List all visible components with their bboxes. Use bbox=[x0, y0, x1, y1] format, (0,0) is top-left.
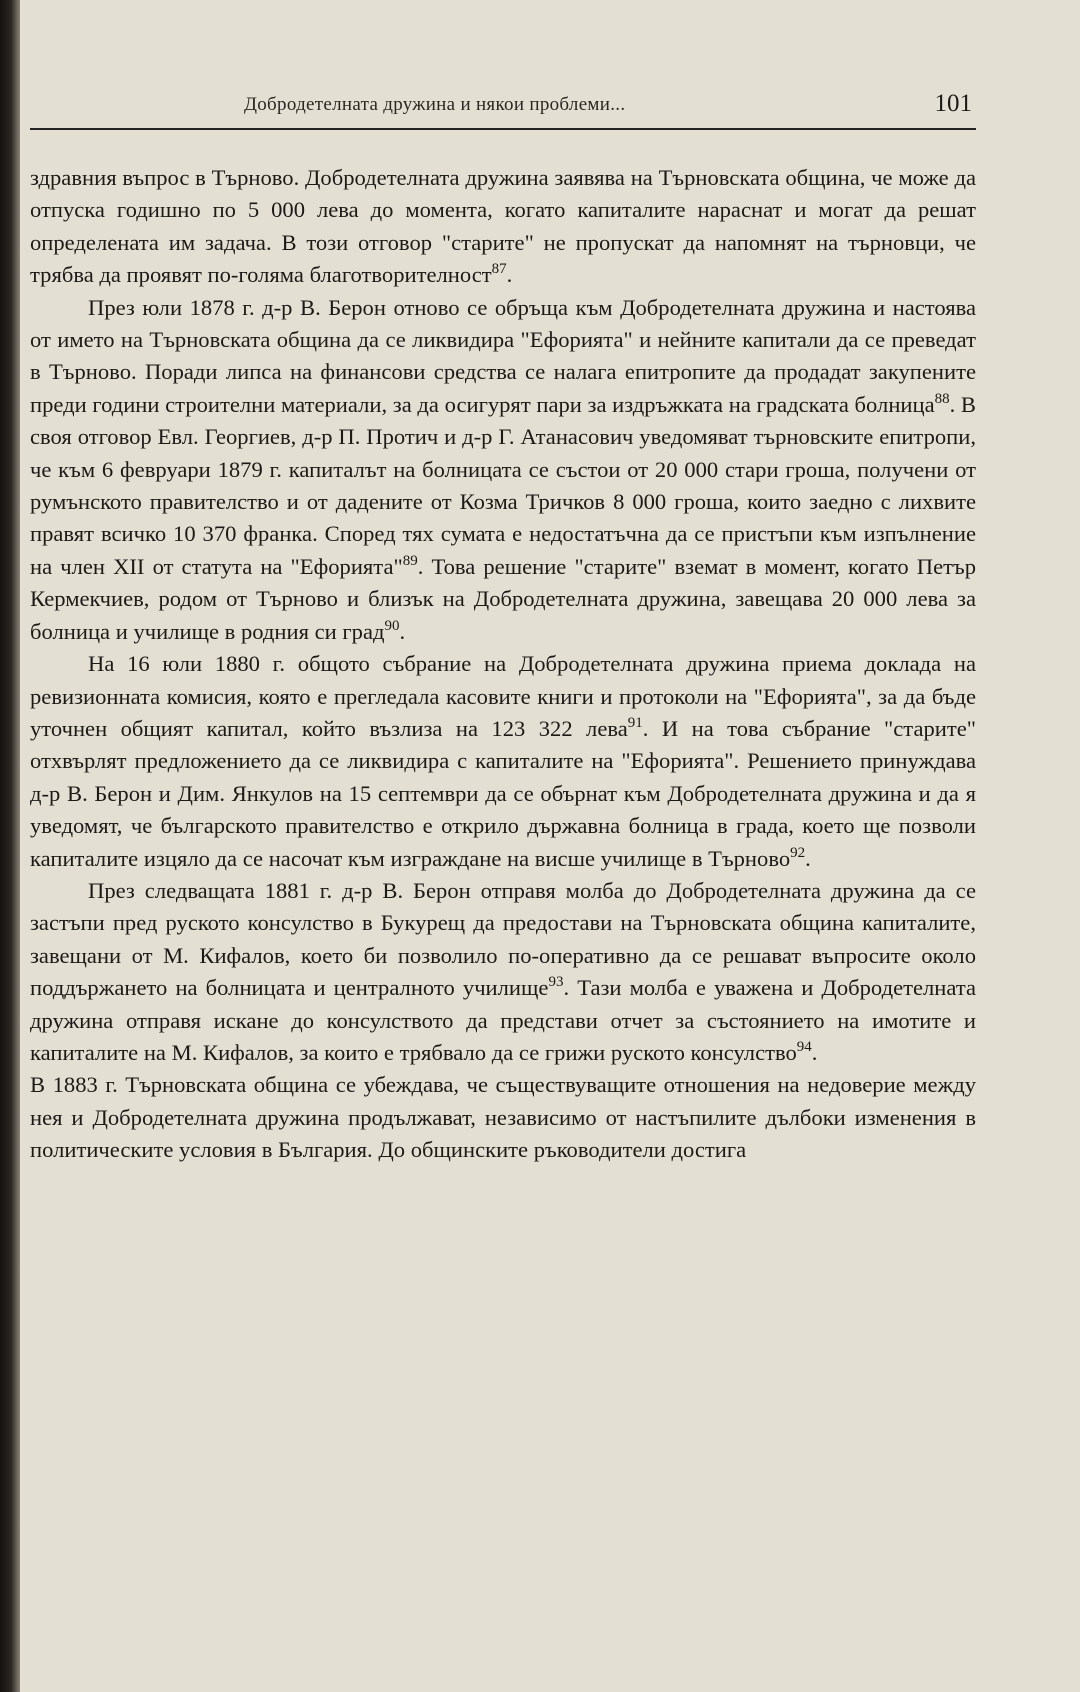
book-spine-shadow bbox=[0, 0, 20, 1692]
text-run: . В своя отговор Евл. Георгиев, д-р П. Протич и д-р Г. Атанасович уведомяват търновските епитропи, че към 6 февруари 1879 г. капиталът на болницата се състои от 20 000 стари гроша, получени от румънското правителство и от дадените от Козма Тричков 8 000 гроша, които заедно с лихвите правят всичко 10 370 франка. Според тях сумата е недостатъчна да се пристъпи към изпълнение на член XII от статута на "Ефорията" bbox=[30, 391, 977, 579]
text-run: здравния въпрос в Търново. Добродетелната дружина заявява на Търновската община, че може да отпуска годишно по 5 000 лева до момента, когато капиталите нараснат и могат да решат определената им задача. В този отговор "старите" не пропускат да напомнят на търновци, че трябва да проявят по-голяма благотворителност bbox=[30, 165, 976, 288]
paragraph bbox=[30, 162, 976, 292]
text-run: . bbox=[811, 1039, 818, 1065]
paragraph bbox=[30, 875, 976, 1069]
paragraph bbox=[30, 292, 976, 648]
text-run: През следващата 1881 г. д-р В. Берон отправя молба до Добродетелната дружина да се застъпи пред руското консулство в Букурещ да предостави на Търновската община капиталите, завещани от М. Кифалов, което би позволило по-оперативно да се решават въпросите около поддържането на болницата и централното училище bbox=[30, 877, 976, 1001]
text-run: . bbox=[399, 618, 406, 644]
text-run: . Тази молба е уважена и Добродетелната дружина отправя искане до консулството да представи отчет за състоянието на имотите и капиталите на М. Кифалов, за които е трябвало да се грижи руското консулство bbox=[30, 975, 976, 1065]
page-number: 101 bbox=[934, 90, 972, 117]
text-run: . bbox=[805, 845, 811, 871]
footnote-ref: 92 bbox=[790, 844, 806, 861]
paragraph bbox=[30, 1069, 976, 1166]
text-run: През юли 1878 г. д-р В. Берон отново се обръща към Добродетелната дружина и настоява от името на Търновската община да се ликвидира "Ефорията" и нейните капитали да се преведат в Търново. Поради липса на финансови средства се налага епитропите да продадат закупените преди години строителни материали, за да осигурят пари за издръжката на градската болница bbox=[30, 294, 976, 417]
text-run: В 1883 г. Търновската община се убеждава, че съществуващите отношения на недоверие между нея и Добродетелната дружина продължават, независимо от настъпилите дълбоки изменения в политическите условия в България. До общинските ръководители достига bbox=[30, 1072, 976, 1163]
text-run: . И на това събрание "старите" отхвърлят предложението да се ликвидира с капиталите на "Ефорията". Решението принуждава д-р В. Берон и Дим. Янкулов на 15 септември да се обърнат към Добродетелната дружина и да я уведомят, че българското правителство е открило държавна болница в града, което ще позволи капиталите изцяло да се насочат към изграждане на висше училище в Търново bbox=[30, 715, 976, 871]
footnote-ref: 93 bbox=[548, 974, 564, 991]
footnote-ref: 87 bbox=[491, 261, 507, 278]
footnote-ref: 89 bbox=[402, 552, 418, 569]
body-text bbox=[30, 162, 976, 1167]
footnote-ref: 91 bbox=[627, 714, 643, 731]
footnote-ref: 94 bbox=[796, 1038, 812, 1055]
text-run: . Това решение "старите" вземат в момент, когато Петър Кермекчиев, родом от Търново и близък на Добродетелната дружина, завещава 20 000 лева за болница и училище в родния си град bbox=[30, 553, 976, 644]
text-run: . bbox=[506, 262, 513, 288]
text-run: На 16 юли 1880 г. общото събрание на Добродетелната дружина приема доклада на ревизионната комисия, която е прегледала касовите книги и протоколи на "Ефорията", за да бъде уточнен общият капитал, който възлиза на 123 322 лева bbox=[30, 651, 976, 741]
paragraph bbox=[30, 648, 976, 875]
footnote-ref: 88 bbox=[934, 390, 950, 407]
page-header bbox=[30, 92, 976, 130]
running-title: Добродетелната дружина и някои проблеми... bbox=[244, 94, 626, 115]
footnote-ref: 90 bbox=[384, 617, 400, 634]
